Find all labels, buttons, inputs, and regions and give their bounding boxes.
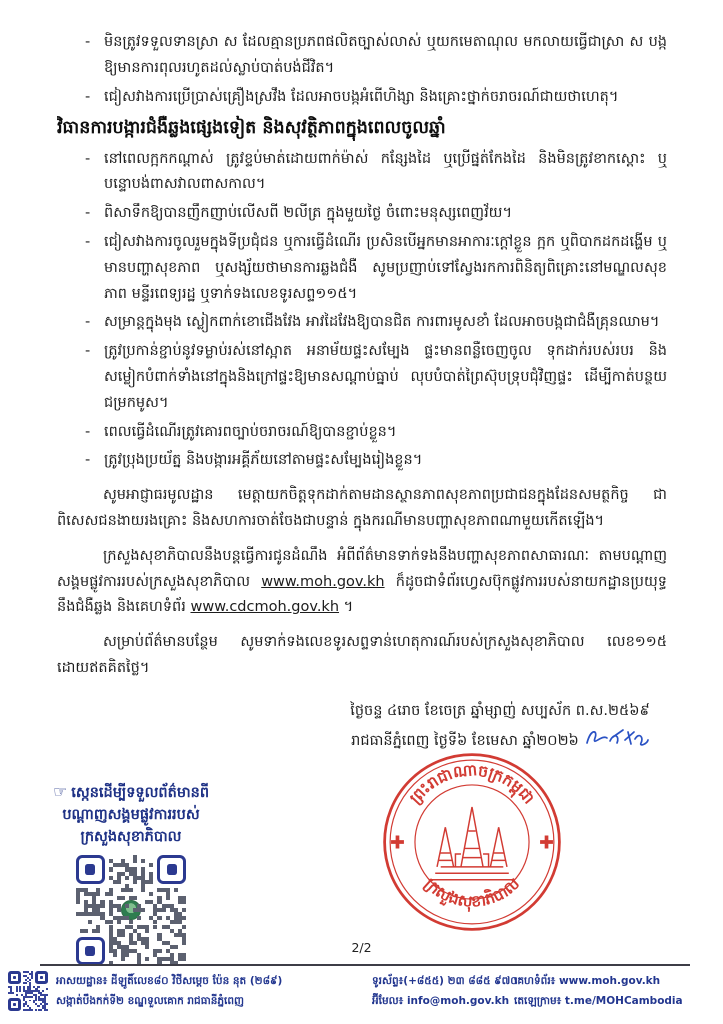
scan-caption-line: ក្រសួងសុខាភិបាល bbox=[80, 828, 182, 845]
list-item: - ពិសាទឹកឱ្យបានញឹកញាប់លើសពី ២លីត្រ ក្នុងមួយថ្ងៃ ចំពោះមនុស្សពេញវ័យ។ bbox=[57, 201, 667, 227]
footer-web bbox=[514, 972, 683, 1012]
scan-caption-line bbox=[22, 780, 240, 805]
website-label: គេហទំព័រ៖ bbox=[514, 975, 559, 987]
list-item: - មិនត្រូវទទួលទានស្រា ស ដែលគ្មានប្រភពផលិតច្បាស់លាស់ ឬយកមេតាណុល មកលាយធ្វើជាស្រា ស បង្កឱ្យមានការពុលរហូតដល់ស្លាប់បាត់បង់ជីវិត។ bbox=[57, 30, 667, 82]
page-number: 2/2 bbox=[351, 940, 372, 955]
gregorian-date-text: រាជធានីភ្នំពេញ ថ្ងៃទី៦ ខែមេសា ឆ្នាំ២០២៦ bbox=[351, 732, 579, 749]
paragraph: សម្រាប់ព័ត៌មានបន្ថែម សូមទាក់ទងលេខទូរសព្ទទាន់ហេតុការណ៍របស់ក្រសួងសុខាភិបាល លេខ១១៥ ដោយឥតគិតថ្លៃ។ bbox=[57, 634, 667, 676]
signature-icon bbox=[583, 725, 649, 751]
section-heading: វិធានការបង្ការជំងឺឆ្លងផ្សេងទៀត និងសុវត្ថិភាពក្នុងពេលចូលឆ្នាំ bbox=[57, 118, 446, 139]
stamp-top-text: ព្រះរាជាណាចក្រកម្ពុជា bbox=[405, 759, 539, 808]
cross-icon bbox=[540, 836, 553, 849]
paragraph-text: ក្រសួងសុខាភិបាលនឹងបន្តធ្វើការជូនដំណឹង អំពីព័ត៌មានទាក់ទងនឹងបញ្ហាសុខភាពសាធារណៈ តាមបណ្តាញសង្គមផ្លូវការរបស់ក្រសួងសុខាភិបាល bbox=[57, 547, 667, 590]
email-label: អ៊ីមែល៖ bbox=[372, 994, 407, 1007]
scan-caption-line: បណ្តាញសង្គមផ្លូវការរបស់ bbox=[62, 806, 200, 823]
list-item: - ត្រូវប្រុងប្រយ័ត្ន និងបង្ការអគ្គីភ័យនៅតាមផ្ទះសម្បែងរៀងខ្លួន។ bbox=[57, 448, 667, 474]
email-line bbox=[372, 992, 518, 1012]
cross-icon bbox=[391, 836, 404, 849]
lunar-date-line: ថ្ងៃចន្ទ ៤រោច ខែចេត្រ ឆ្នាំម្សាញ់ សប្បស័ក ព.ស.២៥៦៩ bbox=[350, 703, 650, 719]
paragraph bbox=[57, 544, 667, 621]
cdcmoh-website-link[interactable]: www.cdcmoh.gov.kh bbox=[190, 599, 340, 616]
phone-line: ទូរស័ព្ទ៖(+៨៥៥) ២៣ ៨៨៥ ៩៧០ bbox=[372, 975, 518, 987]
address-line: អាសយដ្ឋាន៖ ដីឡូតិ៍លេខ៨០ វិថីសម្តេច ប៉ែន នុត (២៨៩) bbox=[56, 975, 283, 987]
pointing-finger-icon: ☞ bbox=[52, 782, 68, 801]
date-block bbox=[322, 698, 678, 755]
list-item: - ត្រូវប្រកាន់ខ្ជាប់នូវទម្លាប់រស់នៅស្អាត អនាម័យផ្ទះសម្បែង ផ្ទះមានពន្លឺចេញចូល ទុកដាក់របស់របរ និងសម្លៀកបំពាក់ទាំងនៅក្នុងនិងក្រៅផ្ទះឱ្យមានសណ្តាប់ធ្នាប់ លុបបំបាត់ព្រៃស៊ុបទ្រុបជុំវិញផ្ទះ ដើម្បីកាត់បន្ថយជម្រកមូស។ bbox=[57, 339, 667, 416]
footer-qr-code bbox=[8, 971, 48, 1011]
address-line: សង្កាត់បឹងកក់ទី២ ខណ្ឌទួលគោក រាជធានីភ្នំពេញ bbox=[56, 994, 245, 1007]
document-body bbox=[57, 30, 667, 690]
list-item: - ពេលធ្វើដំណើរត្រូវគោរពច្បាប់ចរាចរណ៍ឱ្យបានខ្ជាប់ខ្លួន។ bbox=[57, 420, 667, 446]
telegram-value[interactable]: t.me/MOHCambodia bbox=[564, 994, 683, 1007]
telegram-label: តេឡេក្រាម៖ bbox=[514, 994, 565, 1007]
moh-website-link[interactable]: www.moh.gov.kh bbox=[261, 573, 385, 590]
telegram-line bbox=[514, 992, 683, 1012]
ministry-stamp bbox=[380, 750, 564, 934]
scan-info-block bbox=[22, 780, 240, 965]
list-item: - នៅពេលក្អកកណ្តាស់ ត្រូវខ្ទប់មាត់ដោយពាក់ម៉ាស់ កន្សែងដៃ ឬប្រើផ្នត់កែងដៃ និងមិនត្រូវខាកស្តោះ ឬបន្ទោបង់ពាសវាលពាសកាល។ bbox=[57, 147, 667, 199]
measures-bullet-list bbox=[57, 147, 667, 475]
list-item: - ជៀសវាងការប្រើប្រាស់គ្រឿងស្រវឹង ដែលអាចបង្កអំពើហិង្សា និងគ្រោះថ្នាក់ចរាចរណ៍ជាយថាហេតុ។ bbox=[57, 85, 667, 111]
paragraph-text: ក៏ដូចជាទំព័រហ្វេសប៊ុកផ្លូវការរបស់នាយកដ្ឋានប្រយុទ្ធនឹងជំងឺឆ្លង និងគេហទំព័រ bbox=[57, 573, 667, 616]
website-value[interactable]: www.moh.gov.kh bbox=[558, 975, 661, 987]
intro-bullet-list bbox=[57, 30, 667, 110]
email-value[interactable]: info@moh.gov.kh bbox=[406, 994, 510, 1007]
footer-address bbox=[56, 972, 282, 1012]
footer-divider bbox=[40, 964, 690, 966]
stamp-bottom-text: ក្រសួងសុខាភិបាល bbox=[420, 873, 524, 911]
paragraph-text: ។ bbox=[339, 599, 354, 616]
list-item: - សម្រាន្តក្នុងមុង ស្លៀកពាក់ខោជើងវែង អាវដៃវែងឱ្យបានជិត ការពារមូសខាំ ដែលអាចបង្កជាជំងឺគ្រុនឈាម។ bbox=[57, 310, 667, 336]
angkor-wat-icon bbox=[432, 807, 513, 880]
scan-caption-text: ស្កេនដើម្បីទទួលព័ត៌មានពី bbox=[71, 785, 210, 801]
list-item: - ជៀសវាងការចូលរួមក្នុងទីប្រជុំជន ឬការធ្វើដំណើរ ប្រសិនបើអ្នកមានអាការៈក្តៅខ្លួន ក្អក ឬពិបាកដកដង្ហើម ឬមានបញ្ហាសុខភាព ឬសង្ស័យថាមានការឆ្លងជំងឺ សូមប្រញាប់ទៅស្វែងរកការពិនិត្យពិគ្រោះនៅមណ្ឌលសុខភាព មន្ទីរពេទ្យរដ្ឋ ឬទាក់ទងលេខទូរសព្ទ១១៥។ bbox=[57, 230, 667, 307]
footer-contact bbox=[372, 972, 518, 1012]
website-line bbox=[514, 972, 683, 992]
paragraph: សូមអាជ្ញាធរមូលដ្ឋាន មេត្តាយកចិត្តទុកដាក់តាមដានស្ថានភាពសុខភាពប្រជាជនក្នុងដែនសមត្ថកិច្ច ជាពិសេសជនងាយរងគ្រោះ និងសហការចាត់ចែងជាបន្ទាន់ ក្នុងករណីមានបញ្ហាសុខភាពណាមួយកើតឡើង។ bbox=[57, 487, 667, 529]
